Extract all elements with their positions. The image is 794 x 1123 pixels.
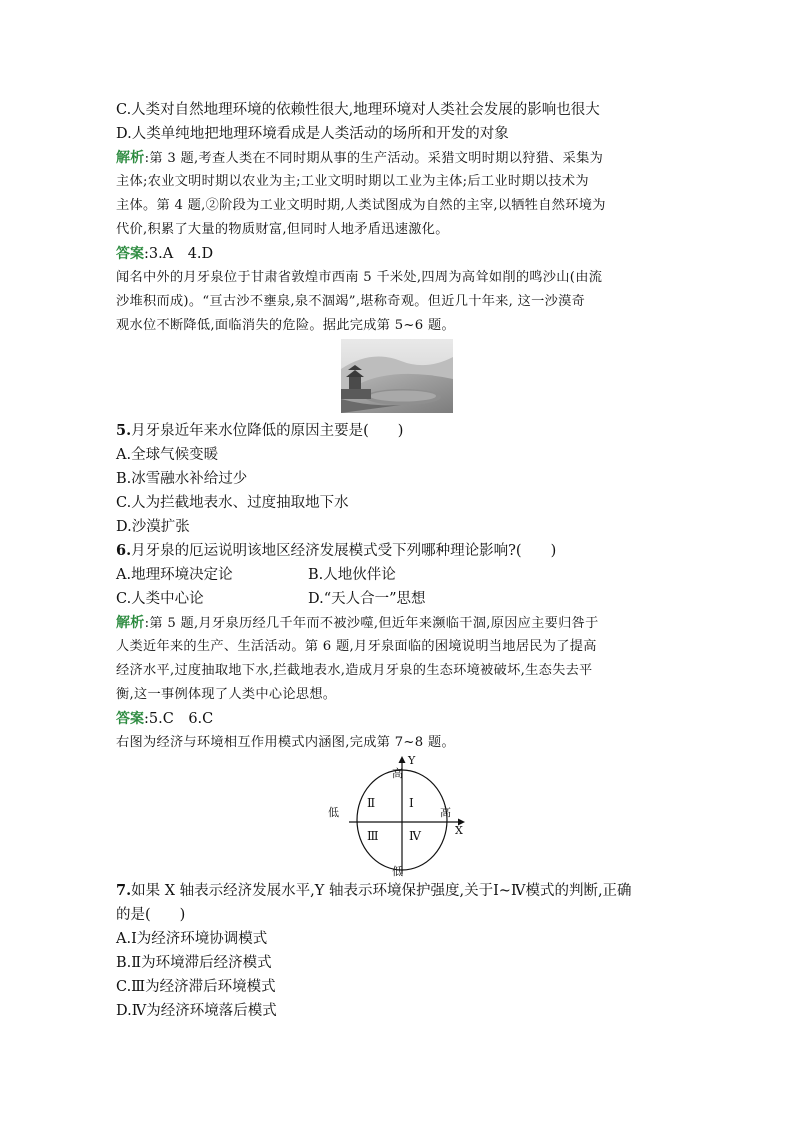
analysis-1-line-2: 主体;农业文明时期以农业为主;工业文明时期以工业为主体;后工业时期以技术为	[116, 174, 589, 189]
material-intro-line-3: 观水位不断降低,面临消失的危险。据此完成第 5~6 题。	[116, 318, 455, 333]
y-bottom-label: 低	[392, 865, 403, 878]
question-number: 6.	[116, 542, 132, 559]
quadrant-2: Ⅱ	[367, 796, 376, 810]
analysis-1-line-4: 代价,积累了大量的物质财富,但同时人地矛盾迅速激化。	[116, 222, 449, 237]
analysis-1-line-1	[116, 148, 686, 169]
analysis-text: :第 5 题,月牙泉历经几千年而不被沙噬,但近年来濒临干涸,原因应主要归咎于	[144, 616, 599, 631]
quadrant-3: Ⅲ	[367, 829, 379, 843]
answer-text: :5.C 6.C	[144, 711, 214, 727]
question-text: 月牙泉的厄运说明该地区经济发展模式受下列哪种理论影响?( )	[131, 543, 557, 559]
analysis-2-line-1	[116, 613, 686, 634]
material-intro-line-2: 沙堆积而成)。“亘古沙不壅泉,泉不涸竭”,堪称奇观。但近几十年来, 这一沙漠奇	[116, 294, 586, 309]
question-number: 7.	[116, 882, 132, 899]
q5-option-d: D.沙漠扩张	[116, 519, 190, 535]
analysis-2-line-2: 人类近年来的生产、生活活动。第 6 题,月牙泉面临的困境说明当地居民为了提高	[116, 639, 597, 654]
q7-option-c: C.Ⅲ为经济滞后环境模式	[116, 979, 276, 995]
q7-option-d: D.Ⅳ为经济环境落后模式	[116, 1003, 277, 1019]
answer-label: 答案	[116, 246, 144, 262]
answer-label: 答案	[116, 711, 144, 727]
q7-option-b: B.Ⅱ为环境滞后经济模式	[116, 955, 272, 971]
q6-option-c: C.人类中心论	[116, 591, 204, 607]
analysis-2-line-4: 衡,这一事例体现了人类中心论思想。	[116, 687, 337, 702]
q6-options-row-1	[116, 565, 686, 585]
material-intro-2: 右图为经济与环境相互作用模式内涵图,完成第 7~8 题。	[116, 735, 455, 750]
analysis-2-line-3: 经济水平,过度抽取地下水,拦截地表水,造成月牙泉的生态环境被破坏,生态失去平	[116, 663, 593, 678]
y-axis-label: Y	[408, 754, 416, 767]
question-text: 如果 X 轴表示经济发展水平,Y 轴表示环境保护强度,关于Ⅰ~Ⅳ模式的判断,正确	[131, 883, 632, 899]
x-left-label: 低	[328, 806, 339, 819]
question-7-stem-line-1	[116, 881, 686, 901]
analysis-text: :第 3 题,考查人类在不同时期从事的生产活动。采猎文明时期以狩猎、采集为	[144, 151, 604, 166]
economy-environment-diagram	[325, 754, 475, 879]
quadrant-1: Ⅰ	[409, 796, 414, 810]
option-d-prev: D.人类单纯地把地理环境看成是人类活动的场所和开发的对象	[116, 126, 509, 142]
x-axis-label: X	[455, 824, 463, 837]
q6-option-b: B.人地伙伴论	[308, 567, 396, 583]
answer-text: :3.A 4.D	[144, 246, 214, 262]
q6-options-row-2	[116, 589, 686, 609]
q5-option-b: B.冰雪融水补给过少	[116, 471, 248, 487]
analysis-label: 解析	[116, 150, 145, 166]
y-top-label: 高	[392, 767, 403, 780]
option-c-prev: C.人类对自然地理环境的依赖性很大,地理环境对人类社会发展的影响也很大	[116, 102, 600, 118]
question-7-stem-line-2: 的是( )	[116, 907, 186, 923]
question-5-stem	[116, 421, 686, 441]
answer-2	[116, 709, 686, 729]
analysis-label: 解析	[116, 615, 145, 631]
crescent-spring-photo	[341, 339, 453, 413]
q6-option-a: A.地理环境决定论	[116, 567, 233, 583]
q5-option-a: A.全球气候变暖	[116, 447, 219, 463]
question-number: 5.	[116, 422, 132, 439]
question-6-stem	[116, 541, 686, 561]
analysis-1-line-3: 主体。第 4 题,②阶段为工业文明时期,人类试图成为自然的主宰,以牺牲自然环境为	[116, 198, 606, 213]
material-intro-line-1: 闻名中外的月牙泉位于甘肃省敦煌市西南 5 千米处,四周为高耸如削的鸣沙山(由流	[116, 270, 603, 285]
x-right-label: 高	[440, 806, 451, 819]
answer-1	[116, 244, 686, 264]
q7-option-a: A.Ⅰ为经济环境协调模式	[116, 931, 268, 947]
q6-option-d: D.“天人合一”思想	[308, 591, 426, 607]
question-text: 月牙泉近年来水位降低的原因主要是( )	[131, 423, 404, 439]
quadrant-4: Ⅳ	[409, 829, 421, 843]
q5-option-c: C.人为拦截地表水、过度抽取地下水	[116, 495, 349, 511]
